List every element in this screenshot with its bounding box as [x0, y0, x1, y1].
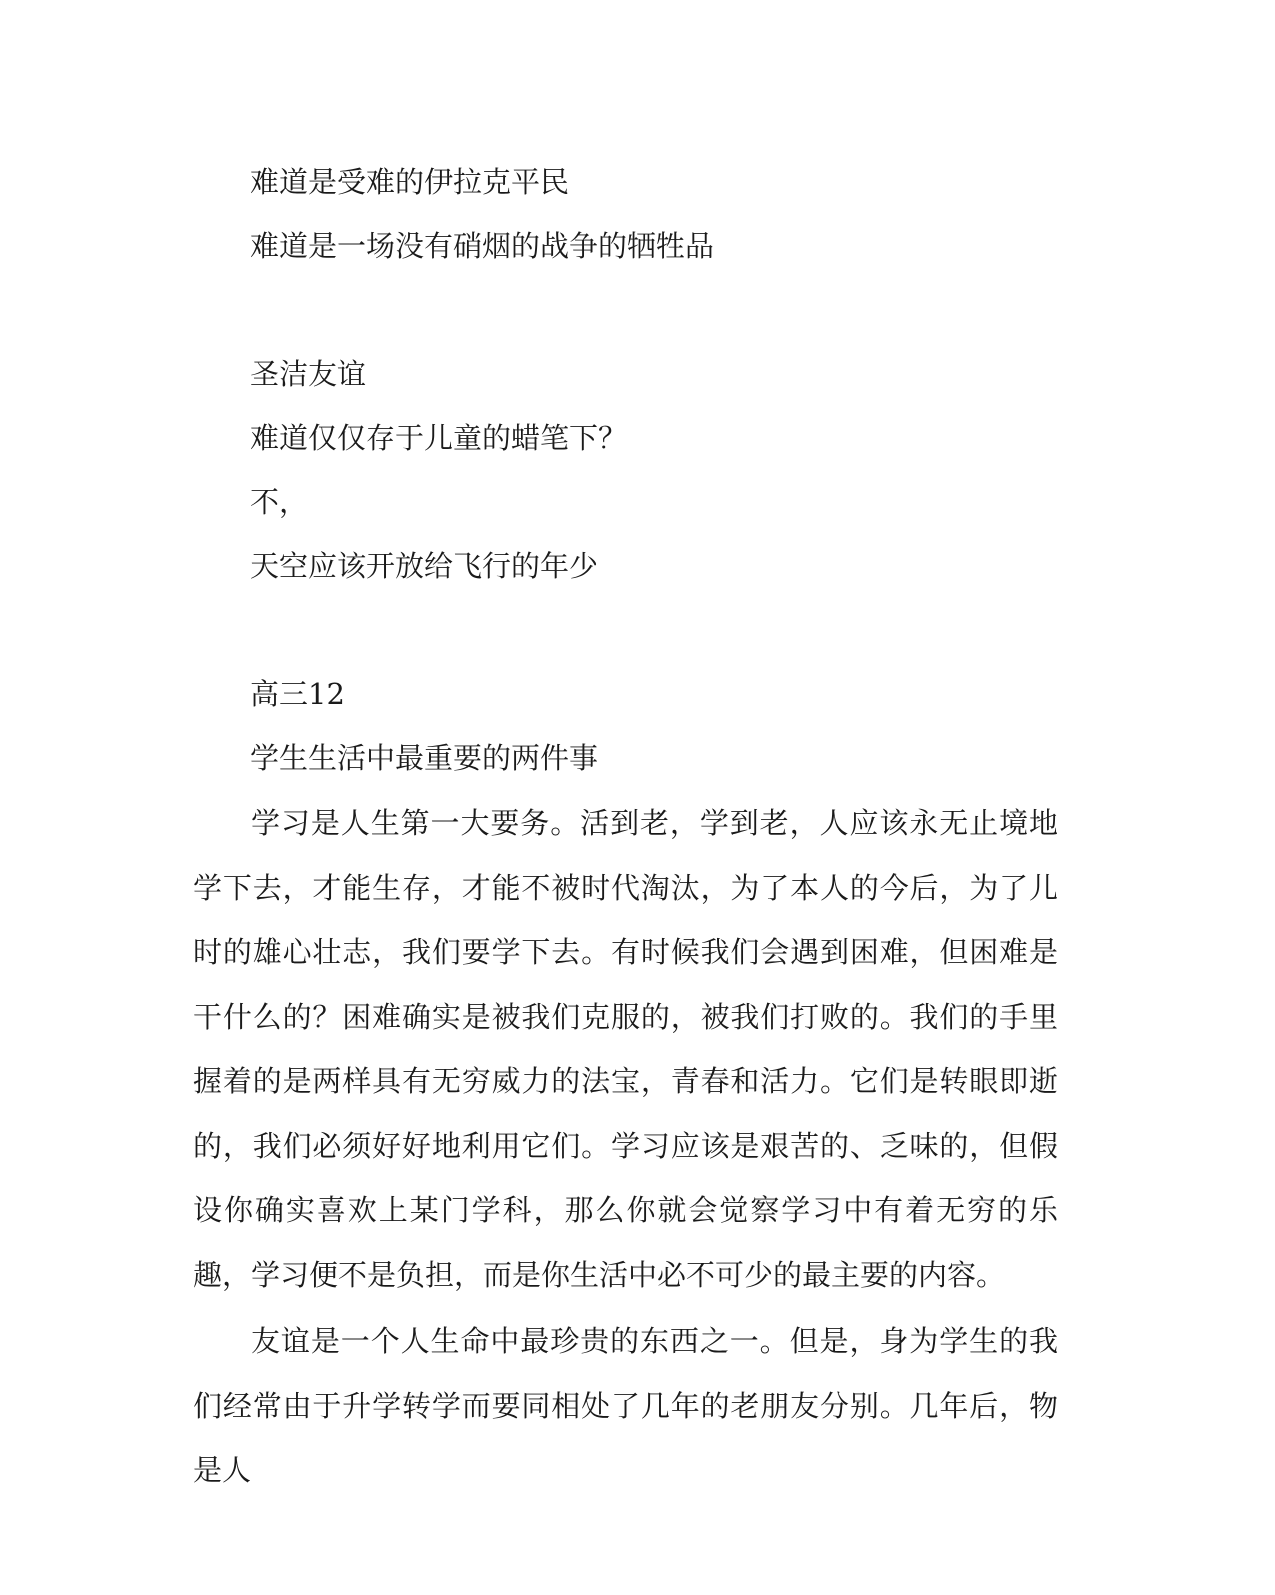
class-label: 高三12: [250, 677, 345, 711]
essay-title: 学生生活中最重要的两件事: [250, 741, 599, 775]
poem-line: 难道是一场没有硝烟的战争的牺牲品: [250, 229, 715, 263]
essay-paragraph: 学习是人生第一大要务。活到老，学到老，人应该永无止境地学下去，才能生存，才能不被时代淘汰，为了本人的今后，为了儿时的雄心壮志，我们要学下去。有时候我们会遇到困难，但困难是干什么的？困难确实是被我们克服的，被我们打败的。我们的手里握着的是两样具有无穷威力的法宝，青春和活力。它们是转眼即逝的，我们必须好好地利用它们。学习应该是艰苦的、乏味的，但假设你确实喜欢上某门学科，那么你就会觉察学习中有着无穷的乐趣，学习便不是负担，而是你生活中必不可少的最主要的内容。: [193, 806, 1058, 1292]
poem-line: 不，: [250, 485, 309, 519]
poem-line: 圣洁友谊: [250, 357, 367, 391]
poem-line: 难道是受难的伊拉克平民: [250, 165, 570, 199]
essay-paragraph: 友谊是一个人生命中最珍贵的东西之一。但是，身为学生的我们经常由于升学转学而要同相处了几年的老朋友分别。几年后，物是人: [193, 1324, 1058, 1487]
poem-line: 天空应该开放给飞行的年少: [250, 549, 599, 583]
poem-line: 难道仅仅存于儿童的蜡笔下？: [250, 421, 628, 455]
